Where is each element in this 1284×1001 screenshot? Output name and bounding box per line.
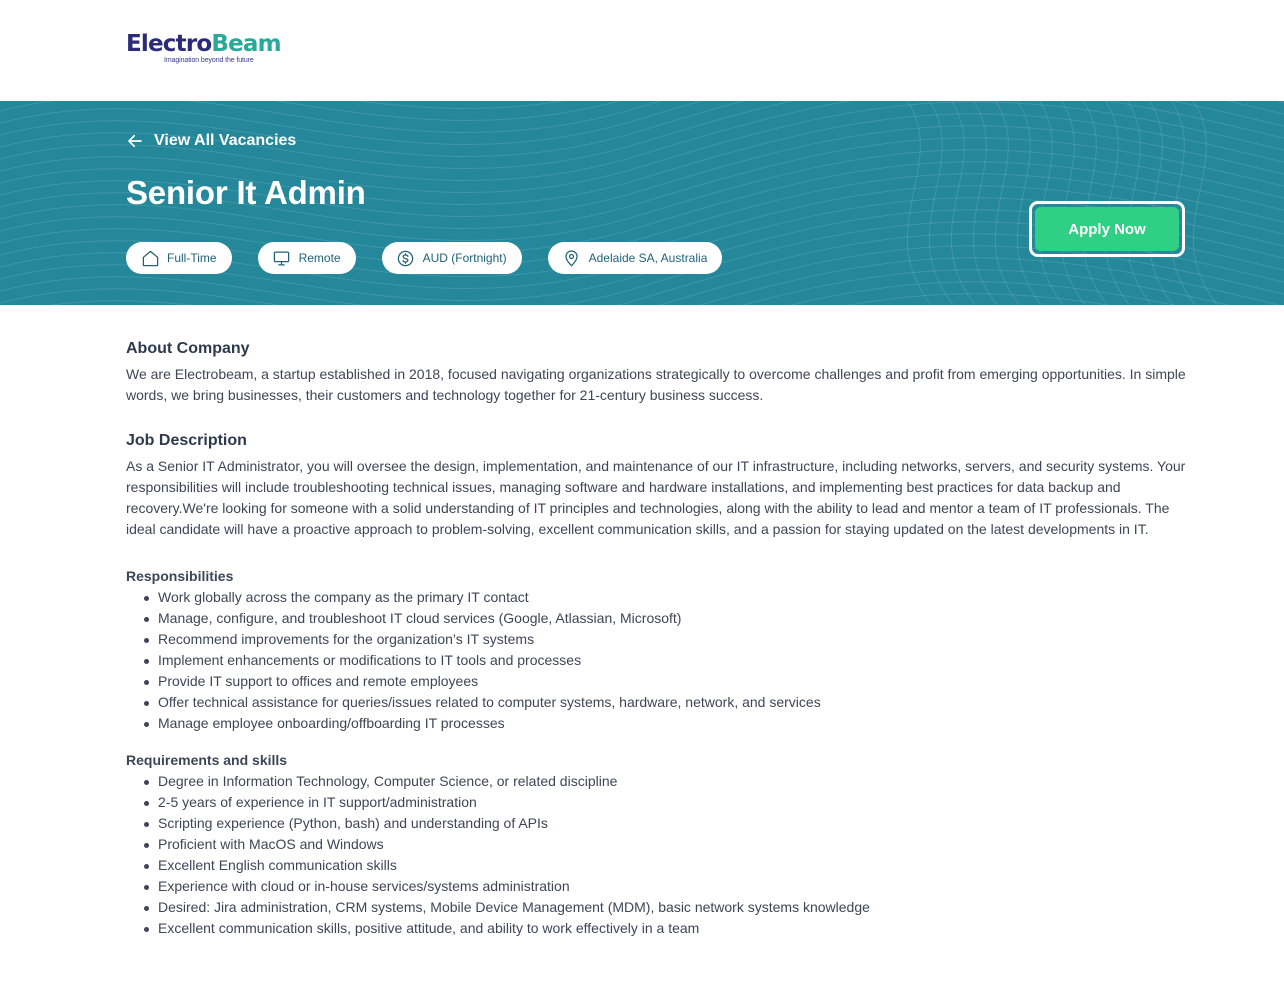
list-item: Excellent English communication skills — [126, 855, 1196, 876]
view-all-vacancies-label: View All Vacancies — [154, 132, 297, 149]
top-bar — [0, 0, 1284, 101]
arrow-left-icon — [126, 132, 144, 150]
home-icon — [140, 248, 160, 268]
electrobeam-logo[interactable] — [126, 30, 281, 64]
list-item: Excellent communication skills, positive attitude, and ability to work effectively in a team — [126, 918, 1196, 939]
requirements-list — [126, 771, 1196, 939]
list-item: 2-5 years of experience in IT support/administration — [126, 792, 1196, 813]
list-item: Implement enhancements or modifications to IT tools and processes — [126, 650, 1196, 671]
list-item: Experience with cloud or in-house services/systems administration — [126, 876, 1196, 897]
list-item: Degree in Information Technology, Computer Science, or related discipline — [126, 771, 1196, 792]
list-item: Recommend improvements for the organization’s IT systems — [126, 629, 1196, 650]
tag-work-location-type — [258, 242, 356, 274]
tag-salary-currency — [382, 242, 522, 274]
tag-label: Remote — [298, 251, 341, 265]
dollar-icon — [396, 248, 416, 268]
requirements-section — [126, 750, 1196, 939]
tag-label: AUD (Fortnight) — [422, 251, 507, 265]
job-description-heading: Job Description — [126, 432, 247, 449]
job-description-text: As a Senior IT Administrator, you will oversee the design, implementation, and maintenance of our IT infrastructure, including networks, servers, and security systems. Your responsibilities will include troubleshooting technical issues, managing software and hardware installations, and implementing best practices for data backup and recovery.We're looking for someone with a solid understanding of IT principles and technologies, along with the ability to lead and mentor a team of IT professionals. The ideal candidate will have a proactive approach to problem-solving, excellent communication skills, and a passion for staying updated on the latest developments in IT. — [126, 458, 1186, 537]
responsibilities-heading: Responsibilities — [126, 568, 234, 584]
responsibilities-section — [126, 566, 1196, 734]
tag-label: Full-Time — [167, 251, 217, 265]
job-details-content — [126, 340, 1196, 955]
job-attribute-tags — [126, 242, 748, 274]
tag-location — [548, 242, 723, 274]
logo-word-beam: Beam — [211, 31, 281, 57]
job-hero-banner — [0, 101, 1284, 305]
apply-now-button-frame — [1029, 201, 1185, 257]
list-item: Desired: Jira administration, CRM systems, Mobile Device Management (MDM), basic network systems knowledge — [126, 897, 1196, 918]
list-item: Offer technical assistance for queries/issues related to computer systems, hardware, network, and services — [126, 692, 1196, 713]
apply-now-button[interactable]: Apply Now — [1035, 207, 1179, 251]
list-item: Manage employee onboarding/offboarding IT processes — [126, 713, 1196, 734]
list-item: Proficient with MacOS and Windows — [126, 834, 1196, 855]
requirements-heading: Requirements and skills — [126, 752, 288, 768]
list-item: Work globally across the company as the primary IT contact — [126, 587, 1196, 608]
tag-employment-type — [126, 242, 232, 274]
list-item: Manage, configure, and troubleshoot IT cloud services (Google, Atlassian, Microsoft) — [126, 608, 1196, 629]
logo-wordmark — [126, 30, 281, 58]
list-item: Scripting experience (Python, bash) and understanding of APIs — [126, 813, 1196, 834]
logo-word-electro: Electro — [126, 31, 212, 57]
logo-tagline: Imagination beyond the future — [164, 57, 254, 64]
tag-label: Adelaide SA, Australia — [588, 251, 708, 265]
responsibilities-list — [126, 587, 1196, 734]
job-description-section — [126, 432, 1196, 540]
monitor-icon — [272, 248, 292, 268]
about-company-section — [126, 340, 1196, 406]
view-all-vacancies-link[interactable] — [126, 132, 296, 150]
list-item: Provide IT support to offices and remote employees — [126, 671, 1196, 692]
about-company-text: We are Electrobeam, a startup established in 2018, focused navigating organizations strategically to overcome challenges and profit from emerging opportunities. In simple words, we bring businesses, their customers and technology together for 21-century business success. — [126, 366, 1186, 403]
job-title: Senior It Admin — [126, 174, 366, 211]
about-company-heading: About Company — [126, 340, 250, 357]
location-pin-icon — [562, 248, 582, 268]
